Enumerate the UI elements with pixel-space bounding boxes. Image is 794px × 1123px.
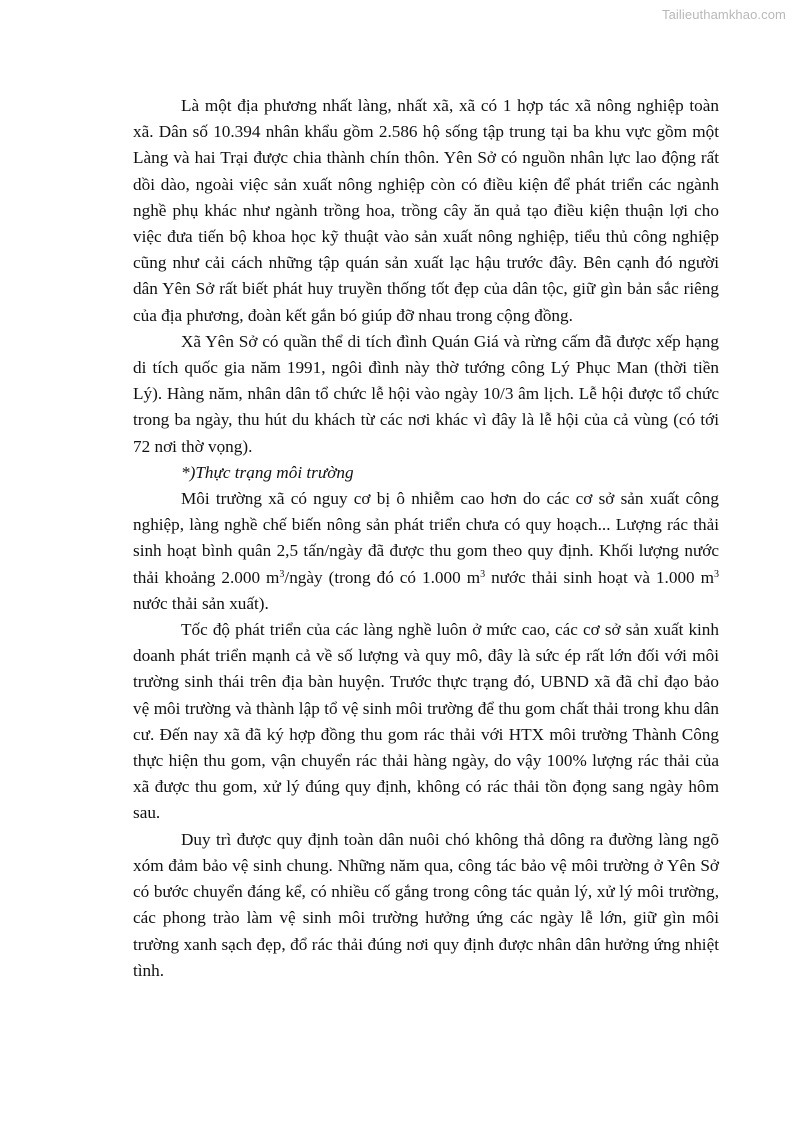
superscript-cubic-2: 3: [480, 568, 486, 580]
superscript-cubic-3: 3: [714, 568, 719, 580]
superscript-cubic-1: 3: [279, 568, 285, 580]
paragraph-waste: [133, 486, 719, 617]
waste-text-1: Môi trường xã có nguy cơ bị ô nhiễm cao hơn do các cơ sở sản xuất công nghiệp, làng nghề chế biến nông sản phát triển chưa có quy hoạch... Lượng rác thải sinh hoạt bình quân 2,5 tấn/ngày đã được thu gom theo quy định. Khối lượng nước thải khoảng 2.000 m: [133, 489, 719, 587]
paragraph-craft-villages: Tốc độ phát triển của các làng nghề luôn ở mức cao, các cơ sở sản xuất kinh doanh phát triển mạnh cả về số lượng và quy mô, đây là sức ép rất lớn đối với môi trường sinh thái trên địa bàn huyện. Trước thực trạng đó, UBND xã đã chỉ đạo bảo vệ môi trường và thành lập tổ vệ sinh môi trường để thu gom chất thải trong khu dân cư. Đến nay xã đã ký hợp đồng thu gom rác thải với HTX môi trường Thành Công thực hiện thu gom, vận chuyển rác thải hàng ngày, do vậy 100% lượng rác thải của xã được thu gom, xử lý đúng quy định, không có rác thải tồn đọng sang ngày hôm sau.: [133, 620, 719, 823]
waste-text-2: /ngày (trong đó có 1.000 m: [284, 567, 481, 587]
waste-text-3: nước thải sinh hoạt và 1.000 m: [485, 567, 714, 587]
paragraph-heritage: Xã Yên Sở có quần thể di tích đình Quán Giá và rừng cấm đã được xếp hạng di tích quốc gia năm 1991, ngôi đình này thờ tướng công Lý Phục Man (thời tiền Lý). Hàng năm, nhân dân tổ chức lễ hội vào ngày 10/3 âm lịch. Lễ hội được tổ chức trong ba ngày, thu hút du khách từ các nơi khác vì đây là lễ hội của cả vùng (có tới 72 nơi thờ vọng).: [133, 331, 719, 456]
waste-text-4: nước thải sản xuất).: [133, 593, 269, 613]
section-heading: *)Thực trạng môi trường: [181, 462, 354, 482]
paragraph-intro: Là một địa phương nhất làng, nhất xã, xã có 1 hợp tác xã nông nghiệp toàn xã. Dân số 10.394 nhân khẩu gồm 2.586 hộ sống tập trung tại ba khu vực gồm một Làng và hai Trại được chia thành chín thôn. Yên Sở có nguồn nhân lực lao động rất dồi dào, ngoài việc sản xuất nông nghiệp còn có điều kiện để phát triển các ngành nghề phụ khác như ngành trồng hoa, trồng cây ăn quả tạo điều kiện thuận lợi cho việc đưa tiến bộ khoa học kỹ thuật vào sản xuất nông nghiệp, tiểu thủ công nghiệp cũng như cải cách những tập quán sản xuất lạc hậu trước đây. Bên cạnh đó người dân Yên Sở rất biết phát huy truyền thống tốt đẹp của dân tộc, giữ gìn bản sắc riêng của địa phương, đoàn kết gắn bó giúp đỡ nhau trong cộng đồng.: [133, 96, 719, 325]
paragraph-environment-protection: Duy trì được quy định toàn dân nuôi chó không thả dông ra đường làng ngõ xóm đảm bảo vệ sinh chung. Những năm qua, công tác bảo vệ môi trường ở Yên Sở có bước chuyển đáng kể, có nhiều cố gắng trong công tác quản lý, xử lý môi trường, các phong trào làm vệ sinh môi trường hưởng ứng các ngày lễ lớn, giữ gìn môi trường xanh sạch đẹp, đổ rác thải đúng nơi quy định được nhân dân hưởng ứng nhiệt tình.: [133, 829, 719, 980]
watermark-text: Tailieuthamkhao.com: [661, 7, 786, 22]
document-body: [133, 93, 719, 984]
